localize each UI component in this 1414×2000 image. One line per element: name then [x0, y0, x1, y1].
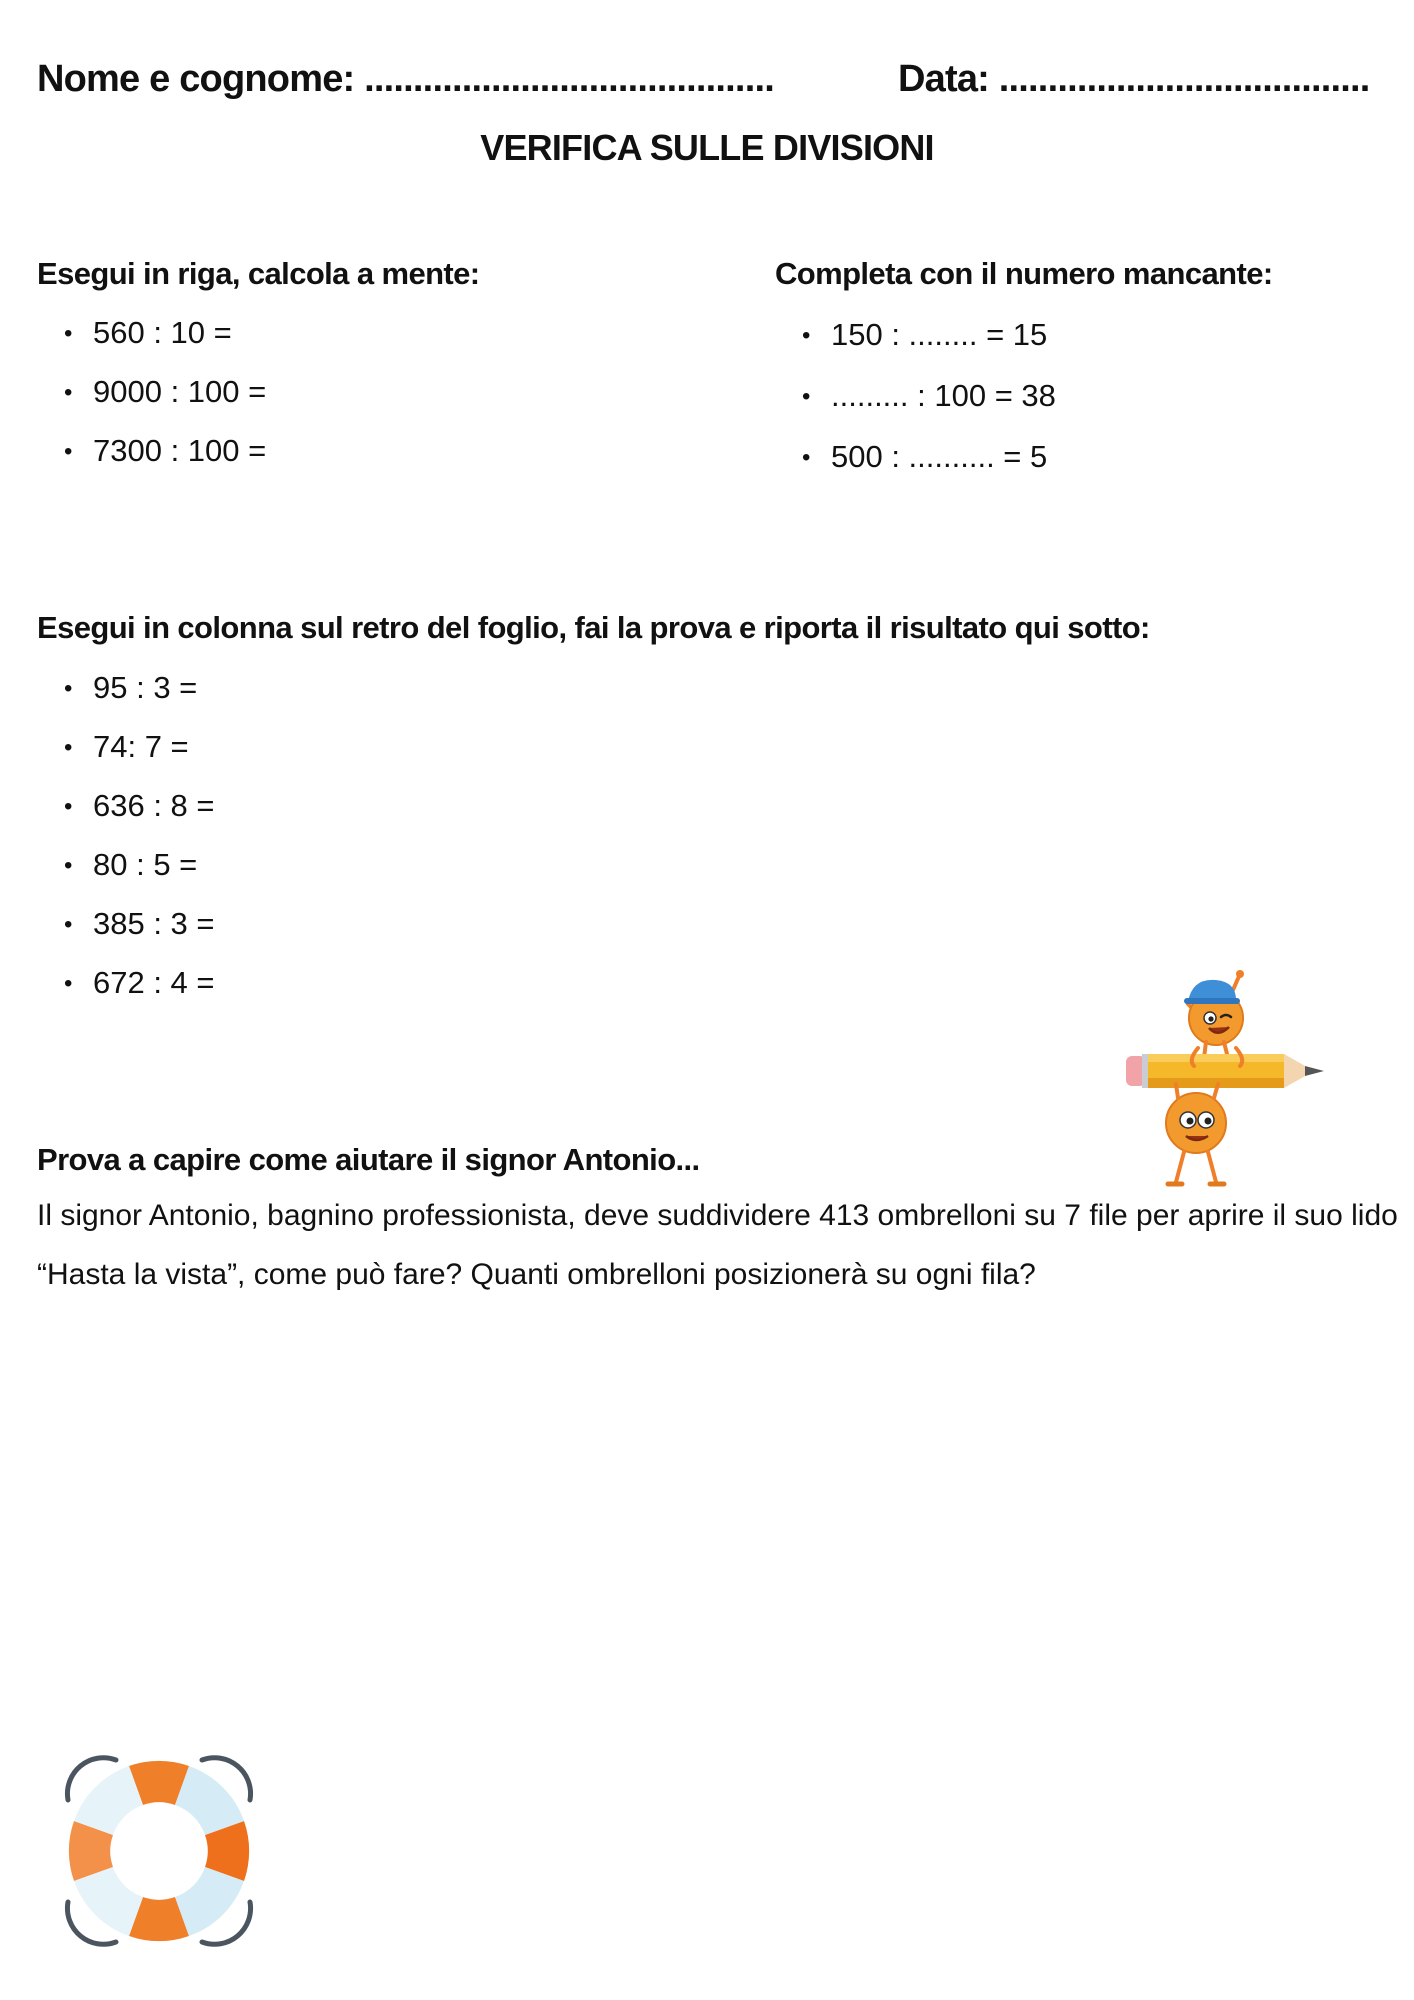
missing-number-list	[775, 309, 1056, 492]
list-item: • 385 : 3 =	[37, 898, 215, 957]
name-field[interactable]: Nome e cognome: ..........................................	[37, 58, 774, 100]
list-item: • 636 : 8 =	[37, 780, 215, 839]
word-problem-heading: Prova a capire come aiutare il signor Antonio...	[37, 1142, 700, 1177]
column-division-list	[37, 662, 215, 1016]
list-item: • 150 : ........ = 15	[775, 309, 1056, 370]
list-item: • 7300 : 100 =	[37, 425, 266, 484]
list-item: • 9000 : 100 =	[37, 366, 266, 425]
page-title: VERIFICA SULLE DIVISIONI	[480, 127, 934, 168]
lifebuoy-icon	[58, 1750, 260, 1952]
pencil-mascot-icon	[1118, 968, 1338, 1198]
mental-math-heading: Esegui in riga, calcola a mente:	[37, 256, 480, 291]
word-problem-text: Il signor Antonio, bagnino professionista, deve suddividere 413 ombrelloni su 7 file per aprire il suo lido “Hasta la vista”, come può fare? Quanti ombrelloni posizionerà su ogni fila?	[37, 1199, 1398, 1291]
list-item: • 74: 7 =	[37, 721, 215, 780]
list-item: • ......... : 100 = 38	[775, 370, 1056, 431]
date-field[interactable]: Data: ......................................	[898, 58, 1370, 100]
list-item: • 672 : 4 =	[37, 957, 215, 1016]
list-item: • 500 : .......... = 5	[775, 431, 1056, 492]
list-item: • 80 : 5 =	[37, 839, 215, 898]
column-division-heading: Esegui in colonna sul retro del foglio, fai la prova e riporta il risultato qui sotto:	[37, 610, 1150, 645]
list-item: • 560 : 10 =	[37, 307, 266, 366]
mental-math-list	[37, 307, 266, 484]
missing-number-heading: Completa con il numero mancante:	[775, 256, 1273, 291]
list-item: • 95 : 3 =	[37, 662, 215, 721]
